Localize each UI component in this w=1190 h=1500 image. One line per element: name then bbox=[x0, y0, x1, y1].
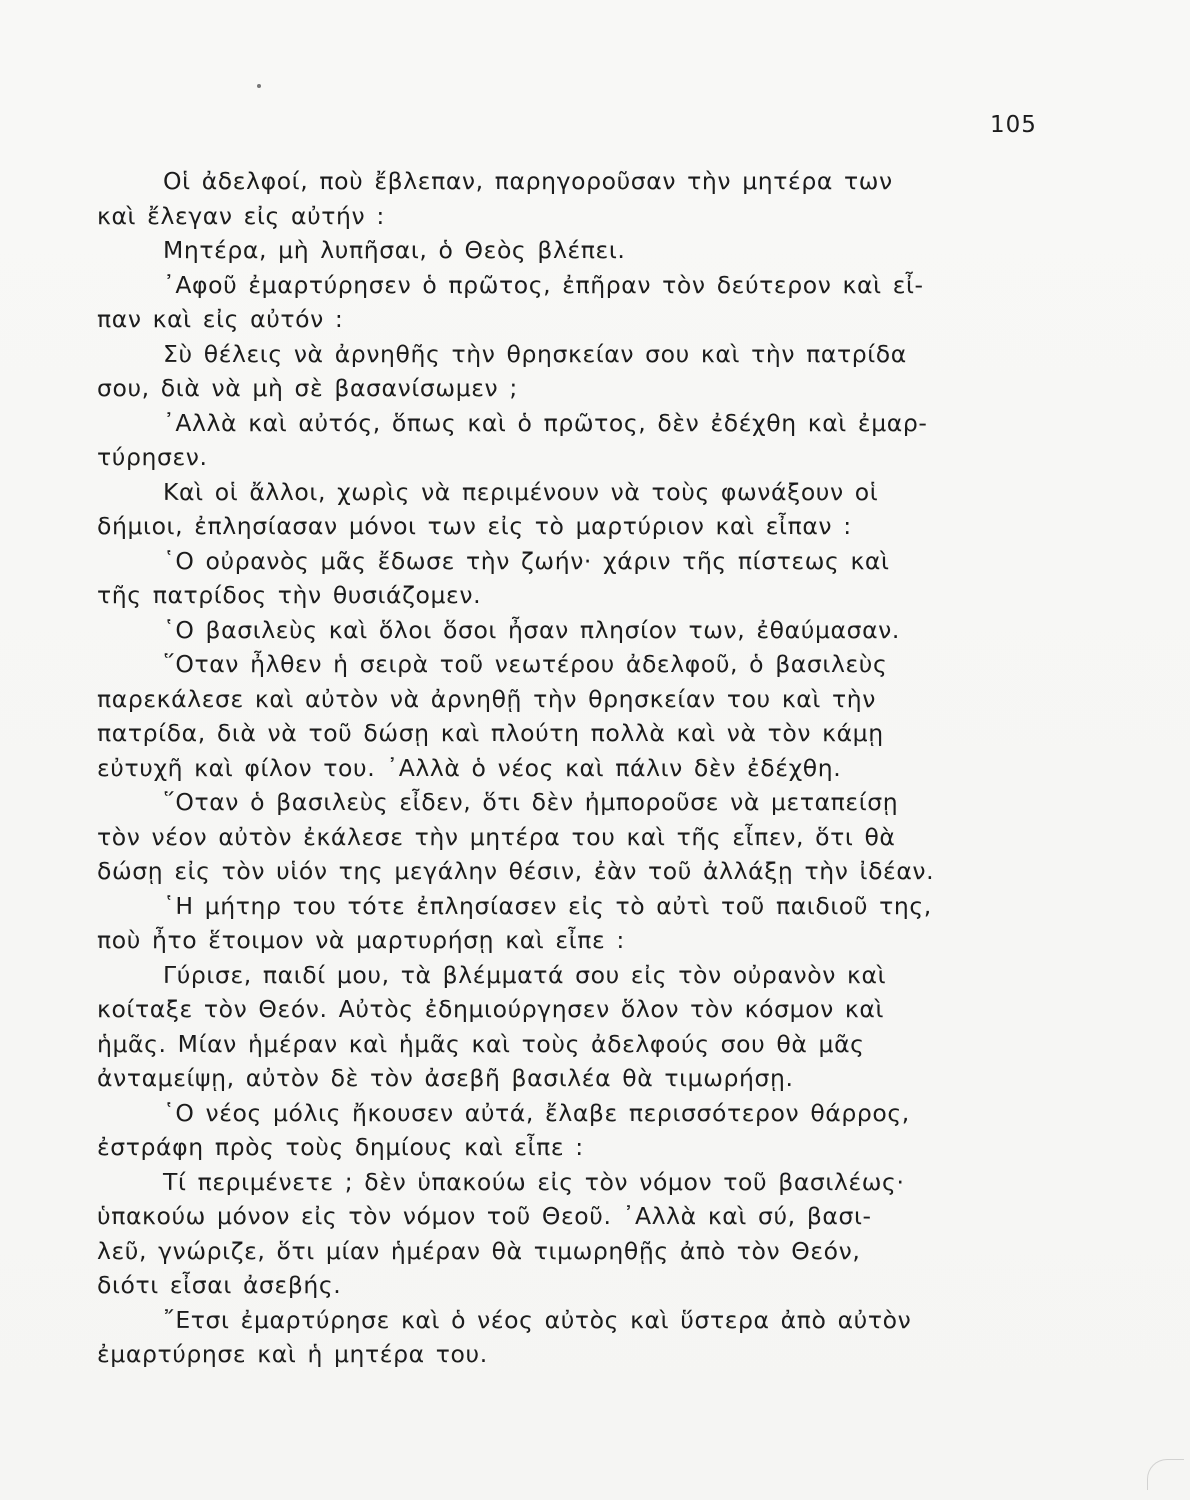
text-line: Οἱ ἀδελφοί, ποὺ ἔβλεπαν, παρηγοροῦσαν τὴν μητέρα των bbox=[163, 167, 893, 195]
body-text bbox=[97, 164, 1037, 1372]
text-line: καὶ ἔλεγαν εἰς αὐτήν : bbox=[97, 201, 385, 230]
text-line: διότι εἶσαι ἀσεβής. bbox=[97, 1271, 342, 1299]
text-line: τὸν νέον αὐτὸν ἐκάλεσε τὴν μητέρα του καὶ τῆς εἶπεν, ὅτι θὰ bbox=[97, 822, 896, 851]
text-line: ῾Ο βασιλεὺς καὶ ὅλοι ὅσοι ἦσαν πλησίον των, ἐθαύμασαν. bbox=[163, 615, 900, 644]
text-line: λεῦ, γνώριζε, ὅτι μίαν ἡμέραν θὰ τιμωρηθῇς ἀπὸ τὸν Θεόν, bbox=[97, 1236, 861, 1265]
text-line: ἐστράφη πρὸς τοὺς δημίους καὶ εἶπε : bbox=[97, 1133, 584, 1161]
page-number: 105 bbox=[990, 112, 1037, 138]
text-line: ῞Οταν ὁ βασιλεὺς εἶδεν, ὅτι δὲν ἠμποροῦσε νὰ μεταπείσῃ bbox=[163, 788, 899, 816]
ink-speck bbox=[257, 84, 261, 88]
page-curl bbox=[1147, 1459, 1184, 1490]
text-line: παρεκάλεσε καὶ αὐτὸν νὰ ἀρνηθῇ τὴν θρησκείαν του καὶ τὴν bbox=[97, 684, 876, 713]
text-line: δήμιοι, ἐπλησίασαν μόνοι των εἰς τὸ μαρτύριον καὶ εἶπαν : bbox=[97, 512, 852, 540]
text-line: ὑπακούω μόνον εἰς τὸν νόμον τοῦ Θεοῦ. ᾿Αλλὰ καὶ σύ, βασι- bbox=[97, 1202, 872, 1230]
text-line: Γύρισε, παιδί μου, τὰ βλέμματά σου εἰς τὸν οὐρανὸν καὶ bbox=[163, 960, 887, 989]
text-line: παν καὶ εἰς αὐτόν : bbox=[97, 305, 344, 333]
text-line: ᾿Αλλὰ καὶ αὐτός, ὅπως καὶ ὁ πρῶτος, δὲν ἐδέχθη καὶ ἐμαρ- bbox=[163, 408, 928, 437]
text-line: ῎Ετσι ἐμαρτύρησε καὶ ὁ νέος αὐτὸς καὶ ὕστερα ἀπὸ αὐτὸν bbox=[163, 1305, 912, 1334]
text-line: ἐμαρτύρησε καὶ ἡ μητέρα του. bbox=[97, 1340, 488, 1368]
text-line: Μητέρα, μὴ λυπῆσαι, ὁ Θεὸς βλέπει. bbox=[163, 236, 626, 264]
text-line: κοίταξε τὸν Θεόν. Αὐτὸς ἐδημιούργησεν ὅλον τὸν κόσμον καὶ bbox=[97, 995, 885, 1023]
text-line: πατρίδα, διὰ νὰ τοῦ δώσῃ καὶ πλούτη πολλὰ καὶ νὰ τὸν κάμῃ bbox=[97, 719, 884, 747]
text-line: ῾Ο οὐρανὸς μᾶς ἔδωσε τὴν ζωήν· χάριν τῆς πίστεως καὶ bbox=[163, 546, 890, 575]
text-line: Σὺ θέλεις νὰ ἀρνηθῆς τὴν θρησκείαν σου καὶ τὴν πατρίδα bbox=[163, 339, 907, 368]
text-line: Καὶ οἱ ἄλλοι, χωρὶς νὰ περιμένουν νὰ τοὺς φωνάξουν οἱ bbox=[163, 477, 879, 506]
text-line: τῆς πατρίδος τὴν θυσιάζομεν. bbox=[97, 581, 482, 609]
text-line: ἀνταμείψῃ, αὐτὸν δὲ τὸν ἀσεβῆ βασιλέα θὰ τιμωρήσῃ. bbox=[97, 1064, 794, 1092]
text-line: Τί περιμένετε ; δὲν ὑπακούω εἰς τὸν νόμον τοῦ βασιλέως· bbox=[163, 1167, 905, 1196]
text-line: σου, διὰ νὰ μὴ σὲ βασανίσωμεν ; bbox=[97, 374, 518, 402]
text-line: τύρησεν. bbox=[97, 443, 208, 471]
text-line: ῾Ο νέος μόλις ἤκουσεν αὐτά, ἔλαβε περισσότερον θάρρος, bbox=[163, 1098, 910, 1127]
text-line: ῞Οταν ἦλθεν ἡ σειρὰ τοῦ νεωτέρου ἀδελφοῦ, ὁ βασιλεὺς bbox=[163, 650, 888, 678]
text-line: ᾿Αφοῦ ἐμαρτύρησεν ὁ πρῶτος, ἐπῆραν τὸν δεύτερον καὶ εἶ- bbox=[163, 270, 924, 299]
text-line: εὐτυχῆ καὶ φίλον του. ᾿Αλλὰ ὁ νέος καὶ πάλιν δὲν ἐδέχθη. bbox=[97, 753, 842, 782]
text-line: ῾Η μήτηρ του τότε ἐπλησίασεν εἰς τὸ αὐτὶ τοῦ παιδιοῦ της, bbox=[163, 891, 932, 920]
text-line: δώσῃ εἰς τὸν υἱόν της μεγάλην θέσιν, ἐὰν τοῦ ἀλλάξῃ τὴν ἰδέαν. bbox=[97, 857, 935, 885]
text-line: ἡμᾶς. Μίαν ἡμέραν καὶ ἡμᾶς καὶ τοὺς ἀδελφούς σου θὰ μᾶς bbox=[97, 1029, 865, 1058]
text-line: ποὺ ἦτο ἕτοιμον νὰ μαρτυρήσῃ καὶ εἶπε : bbox=[97, 926, 625, 954]
